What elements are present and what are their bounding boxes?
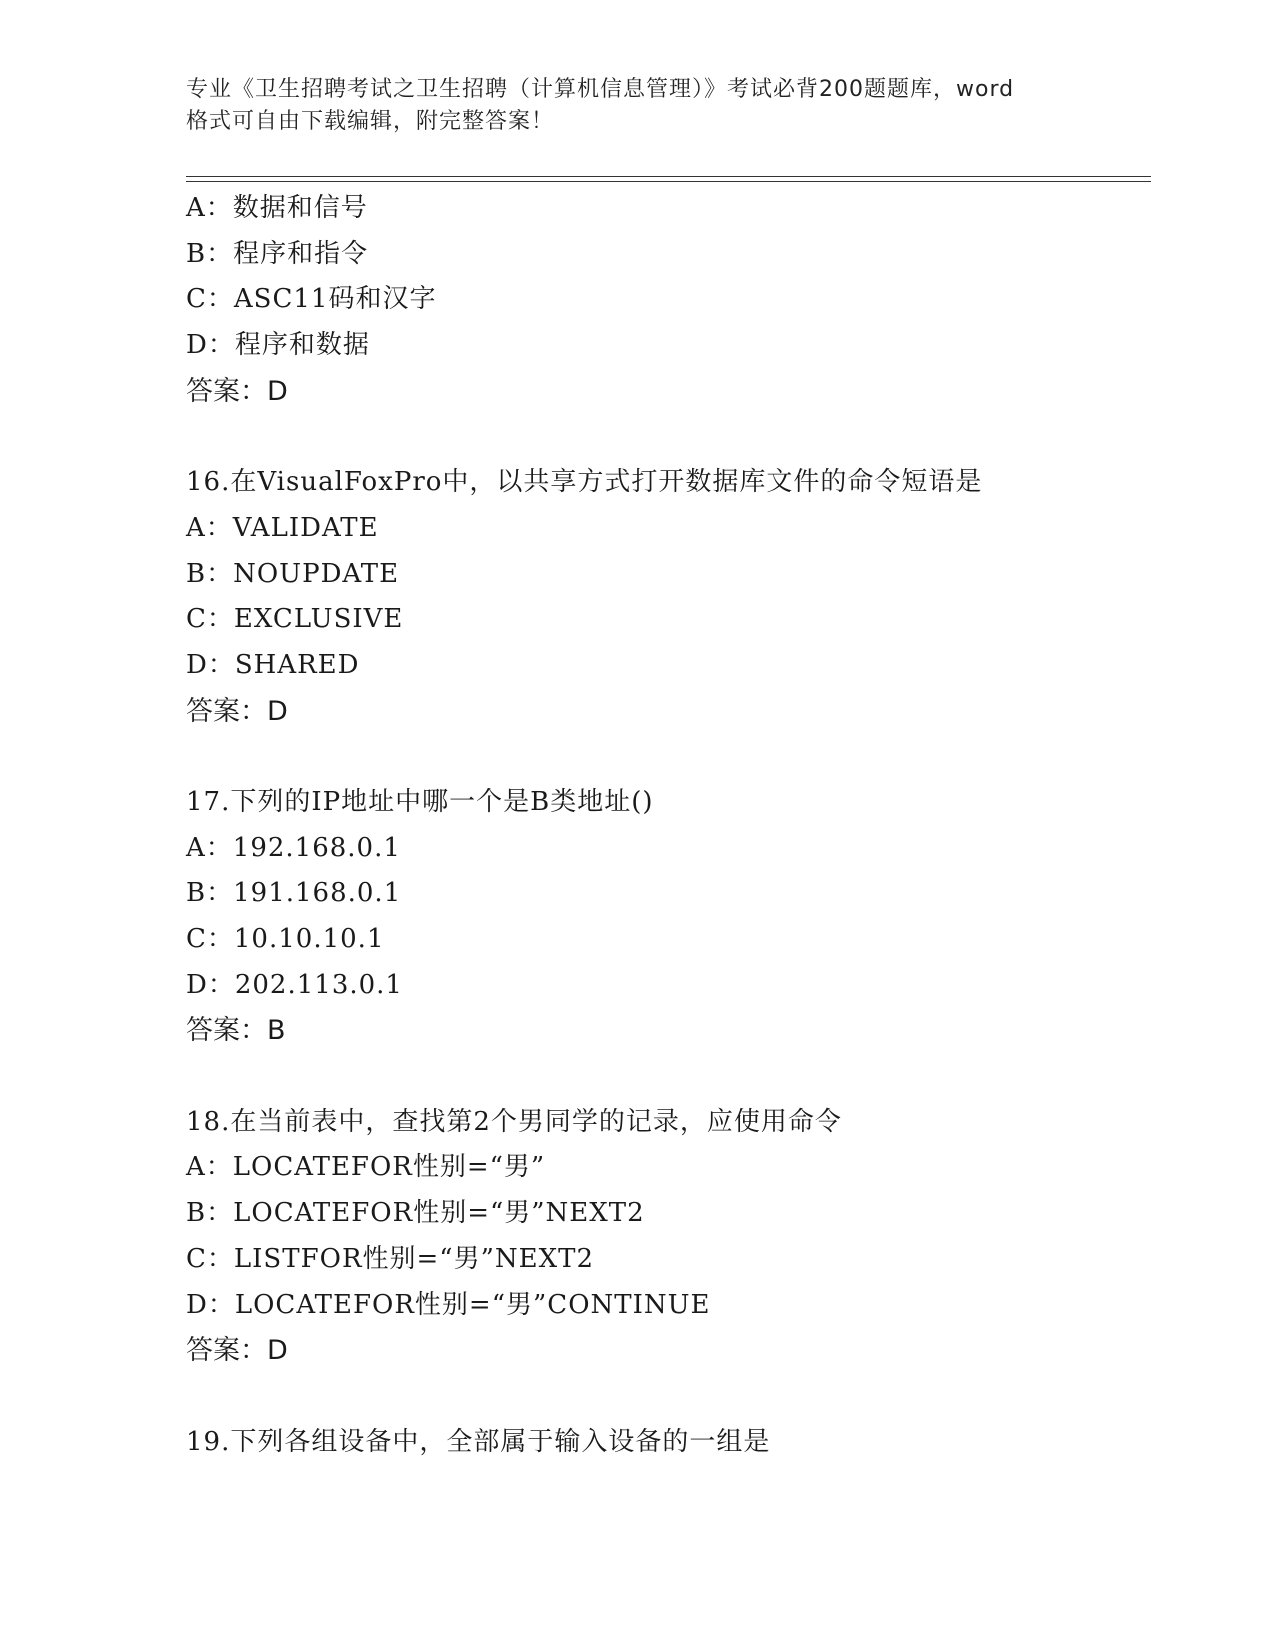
- option-b: B：程序和指令: [186, 238, 369, 269]
- option-c: C：10.10.10.1: [186, 924, 385, 954]
- option-a: A：LOCATEFOR性别=“男”: [186, 1152, 546, 1183]
- answer-line: 答案：B: [186, 1015, 286, 1047]
- question-title: 18.在当前表中，查找第2个男同学的记录，应使用命令: [186, 1106, 842, 1137]
- option-d: D：LOCATEFOR性别=“男”CONTINUE: [186, 1289, 711, 1320]
- answer-line: 答案：D: [186, 1335, 288, 1367]
- option-d: D：SHARED: [186, 649, 360, 680]
- question-19: [186, 1420, 1146, 1466]
- header-divider-bottom: [186, 181, 1151, 182]
- question-15-continuation: [186, 186, 1146, 414]
- question-title: 19.下列各组设备中，全部属于输入设备的一组是: [186, 1426, 771, 1457]
- question-17: [186, 780, 1146, 1054]
- option-c: C：ASC11码和汉字: [186, 284, 437, 315]
- answer-line: 答案：D: [186, 375, 288, 407]
- spacer: [186, 734, 1146, 780]
- question-list: [186, 186, 1146, 1465]
- spacer: [186, 414, 1146, 460]
- document-header: [186, 74, 1086, 138]
- question-18: [186, 1100, 1146, 1374]
- option-d: D：202.113.0.1: [186, 969, 403, 1000]
- header-line-1: 专业《卫生招聘考试之卫生招聘（计算机信息管理）》考试必背200题题库，word: [186, 77, 1015, 102]
- option-b: B：NOUPDATE: [186, 558, 400, 589]
- answer-line: 答案：D: [186, 695, 288, 727]
- question-title: 16.在VisualFoxPro中，以共享方式打开数据库文件的命令短语是: [186, 467, 983, 498]
- option-c: C：EXCLUSIVE: [186, 604, 404, 635]
- option-a: A：192.168.0.1: [186, 832, 401, 863]
- header-line-2: 格式可自由下载编辑，附完整答案！: [186, 109, 555, 134]
- header-divider-top: [186, 176, 1151, 177]
- option-b: B：191.168.0.1: [186, 878, 402, 909]
- option-c: C：LISTFOR性别=“男”NEXT2: [186, 1243, 595, 1274]
- option-a: A：VALIDATE: [186, 512, 379, 543]
- option-d: D：程序和数据: [186, 330, 370, 361]
- question-title: 17.下列的IP地址中哪一个是B类地址(): [186, 786, 654, 817]
- spacer: [186, 1374, 1146, 1420]
- question-16: [186, 460, 1146, 734]
- spacer: [186, 1054, 1146, 1100]
- option-b: B：LOCATEFOR性别=“男”NEXT2: [186, 1198, 645, 1229]
- option-a: A：数据和信号: [186, 193, 368, 223]
